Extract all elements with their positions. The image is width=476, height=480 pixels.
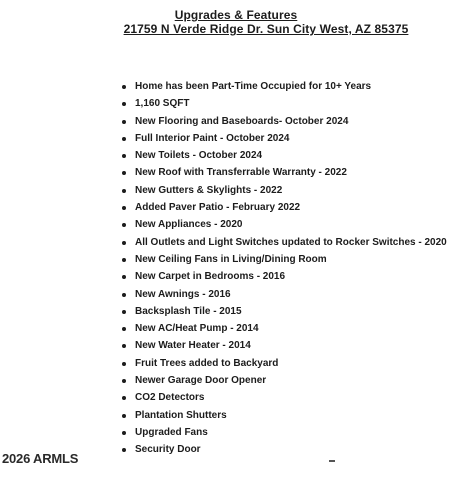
list-item	[118, 424, 447, 441]
bullet-icon	[122, 431, 126, 435]
list-item	[118, 147, 447, 164]
bullet-icon	[122, 120, 126, 124]
bullet-icon	[122, 223, 126, 227]
feature-text: New Roof with Transferrable Warranty - 2022	[135, 167, 347, 179]
features-list	[118, 78, 447, 459]
bullet-icon	[122, 258, 126, 262]
list-item	[118, 303, 447, 320]
feature-text: New Carpet in Bedrooms - 2016	[135, 271, 286, 283]
bullet-icon	[122, 241, 126, 245]
list-item	[118, 337, 447, 354]
feature-text: 1,160 SQFT	[135, 98, 190, 110]
list-item	[118, 216, 447, 233]
bullet-icon	[122, 102, 126, 106]
feature-text: New Appliances - 2020	[135, 219, 243, 231]
property-address: 21759 N Verde Ridge Dr. Sun City West, AZ 85375	[123, 22, 409, 36]
feature-text: New Water Heater - 2014	[135, 340, 251, 352]
bullet-icon	[122, 344, 126, 348]
list-item	[118, 78, 447, 95]
list-item	[118, 234, 447, 251]
list-item	[118, 407, 447, 424]
feature-text: New Ceiling Fans in Living/Dining Room	[135, 253, 327, 265]
feature-text: Added Paver Patio - February 2022	[135, 202, 301, 214]
bullet-icon	[122, 327, 126, 331]
bullet-icon	[122, 189, 126, 193]
bullet-icon	[122, 137, 126, 141]
list-item	[118, 441, 447, 458]
bullet-icon	[122, 414, 126, 418]
bullet-icon	[122, 310, 126, 314]
bullet-icon	[122, 448, 126, 452]
copyright-watermark: 2026 ARMLS	[2, 451, 79, 466]
bullet-icon	[122, 379, 126, 383]
feature-text: Plantation Shutters	[135, 409, 227, 421]
feature-text: Full Interior Paint - October 2024	[135, 132, 290, 144]
bullet-icon	[122, 85, 126, 89]
bullet-icon	[122, 293, 126, 297]
bullet-icon	[122, 396, 126, 400]
feature-text: New Gutters & Skylights - 2022	[135, 184, 283, 196]
bullet-icon	[122, 154, 126, 158]
feature-text: New AC/Heat Pump - 2014	[135, 323, 259, 335]
feature-text: Backsplash Tile - 2015	[135, 305, 242, 317]
feature-text: New Toilets - October 2024	[135, 150, 263, 162]
feature-text: Fruit Trees added to Backyard	[135, 357, 279, 369]
list-item	[118, 251, 447, 268]
list-item	[118, 199, 447, 216]
list-item	[118, 389, 447, 406]
list-item	[118, 130, 447, 147]
list-item	[118, 355, 447, 372]
feature-text: New Awnings - 2016	[135, 288, 231, 300]
list-item	[118, 95, 447, 112]
list-item	[118, 286, 447, 303]
bullet-icon	[122, 206, 126, 210]
list-item	[118, 113, 447, 130]
list-item	[118, 320, 447, 337]
list-item	[118, 164, 447, 181]
bullet-icon	[122, 362, 126, 366]
feature-text: Upgraded Fans	[135, 426, 208, 438]
document-title: Upgrades & Features	[174, 8, 298, 22]
feature-text: Home has been Part-Time Occupied for 10+ Years	[135, 81, 372, 92]
feature-text: CO2 Detectors	[135, 392, 205, 404]
list-item	[118, 182, 447, 199]
feature-text: Newer Garage Door Opener	[135, 375, 267, 387]
list-item	[118, 268, 447, 285]
bullet-icon	[122, 171, 126, 175]
feature-text: All Outlets and Light Switches updated to Rocker Switches - 2020	[135, 236, 447, 248]
scan-speck	[329, 460, 335, 462]
bullet-icon	[122, 275, 126, 279]
feature-text: New Flooring and Baseboards- October 2024	[135, 115, 349, 127]
list-item	[118, 372, 447, 389]
feature-text: Security Door	[135, 444, 201, 456]
